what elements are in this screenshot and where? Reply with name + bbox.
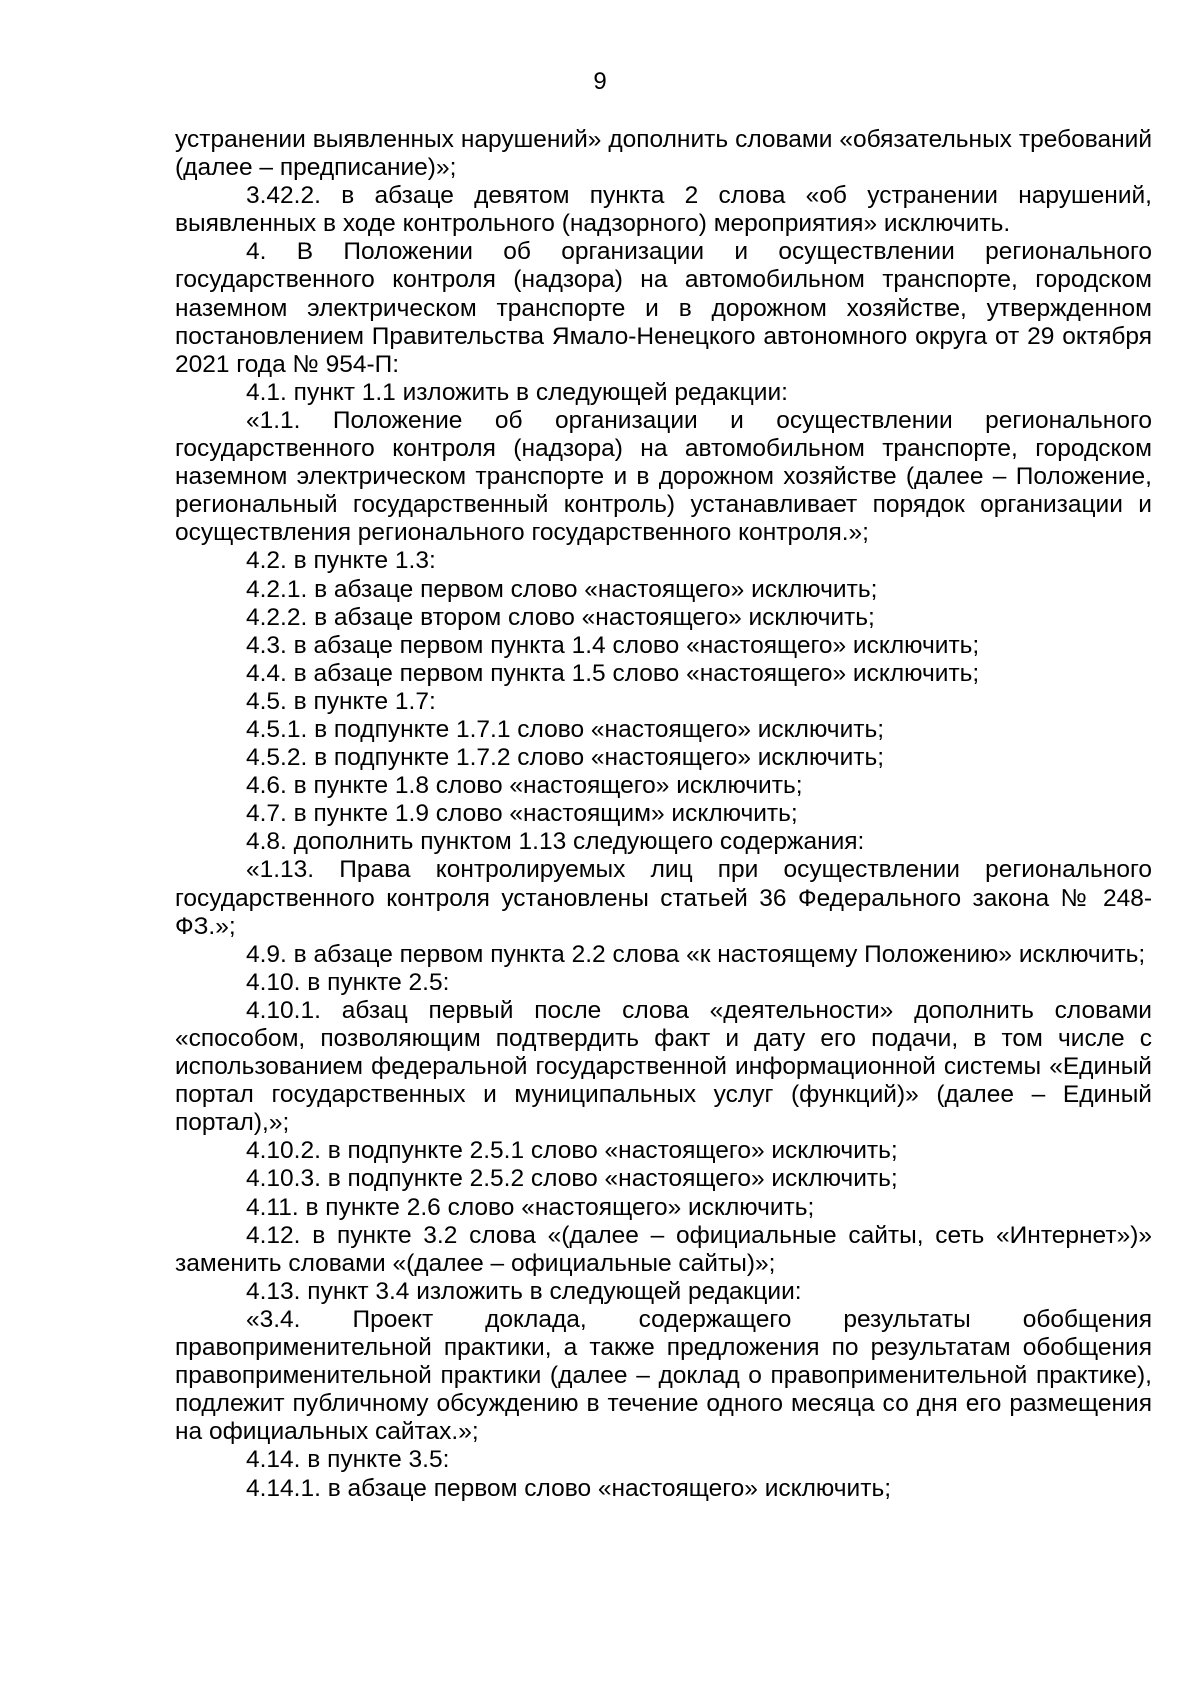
paragraph: 4.13. пункт 3.4 изложить в следующей редакции:	[246, 1277, 802, 1305]
paragraph: 4.3. в абзаце первом пункта 1.4 слово «настоящего» исключить;	[246, 631, 980, 659]
paragraph: 4.12. в пункте 3.2 слова «(далее – официальные сайты, сеть «Интернет»)» заменить словами «(далее – официальные сайты)»;	[175, 1221, 1152, 1277]
paragraph: «1.13. Права контролируемых лиц при осуществлении регионального государственного контроля установлены статьей 36 Федерального закона № 248-ФЗ.»;	[175, 856, 1152, 940]
page-number: 9	[593, 68, 607, 95]
paragraph: «1.1. Положение об организации и осуществлении регионального государственного контроля (надзора) на автомобильном транспорте, городском наземном электрическом транспорте и в дорожном хозяйстве (далее – Положение, региональный государственный контроль) устанавливает порядок организации и осуществления регионального государственного контроля.»;	[175, 406, 1152, 547]
paragraph: 4.6. в пункте 1.8 слово «настоящего» исключить;	[246, 772, 803, 800]
paragraph: 4.10. в пункте 2.5:	[246, 968, 450, 996]
paragraph: 4.10.2. в подпункте 2.5.1 слово «настоящего» исключить;	[246, 1137, 898, 1165]
paragraph: 4.1. пункт 1.1 изложить в следующей редакции:	[246, 378, 788, 406]
paragraph: 3.42.2. в абзаце девятом пункта 2 слова «об устранении нарушений, выявленных в ходе контрольного (надзорного) мероприятия» исключить.	[175, 182, 1152, 238]
paragraph: 4.9. в абзаце первом пункта 2.2 слова «к настоящему Положению» исключить;	[246, 940, 1146, 968]
paragraph: 4.5. в пункте 1.7:	[246, 687, 436, 715]
paragraph: 4.4. в абзаце первом пункта 1.5 слово «настоящего» исключить;	[246, 659, 980, 687]
paragraph: 4.7. в пункте 1.9 слово «настоящим» исключить;	[246, 800, 798, 828]
paragraph: «3.4. Проект доклада, содержащего результаты обобщения правоприменительной практики, а также предложения по результатам обобщения правоприменительной практики (далее – доклад о правоприменительной практике), подлежит публичному обсуждению в течение одного месяца со дня его размещения на официальных сайтах.»;	[175, 1305, 1152, 1446]
paragraph: 4.8. дополнить пунктом 1.13 следующего содержания:	[246, 828, 865, 856]
paragraph: 4.14. в пункте 3.5:	[246, 1446, 450, 1474]
paragraph: 4.2. в пункте 1.3:	[246, 547, 436, 575]
document-body	[175, 126, 1152, 1503]
paragraph: 4.5.1. в подпункте 1.7.1 слово «настоящего» исключить;	[246, 715, 885, 743]
paragraph: 4.10.1. абзац первый после слова «деятельности» дополнить словами «способом, позволяющим подтвердить факт и дату его подачи, в том числе с использованием федеральной государственной информационной системы «Единый портал государственных и муниципальных услуг (функций)» (далее – Единый портал),»;	[175, 996, 1152, 1137]
paragraph: 4.2.2. в абзаце втором слово «настоящего» исключить;	[246, 603, 875, 631]
paragraph: 4.14.1. в абзаце первом слово «настоящего» исключить;	[246, 1474, 892, 1502]
paragraph: 4.5.2. в подпункте 1.7.2 слово «настоящего» исключить;	[246, 744, 885, 772]
paragraph: 4. В Положении об организации и осуществлении регионального государственного контроля (надзора) на автомобильном транспорте, городском наземном электрическом транспорте и в дорожном хозяйстве, утвержденном постановлением Правительства Ямало-Ненецкого автономного округа от 29 октября 2021 года № 954-П:	[175, 238, 1152, 378]
paragraph: 4.2.1. в абзаце первом слово «настоящего» исключить;	[246, 575, 878, 603]
paragraph: устранении выявленных нарушений» дополнить словами «обязательных требований (далее – предписание)»;	[175, 126, 1152, 182]
paragraph: 4.10.3. в подпункте 2.5.2 слово «настоящего» исключить;	[246, 1165, 898, 1193]
paragraph: 4.11. в пункте 2.6 слово «настоящего» исключить;	[246, 1193, 815, 1221]
